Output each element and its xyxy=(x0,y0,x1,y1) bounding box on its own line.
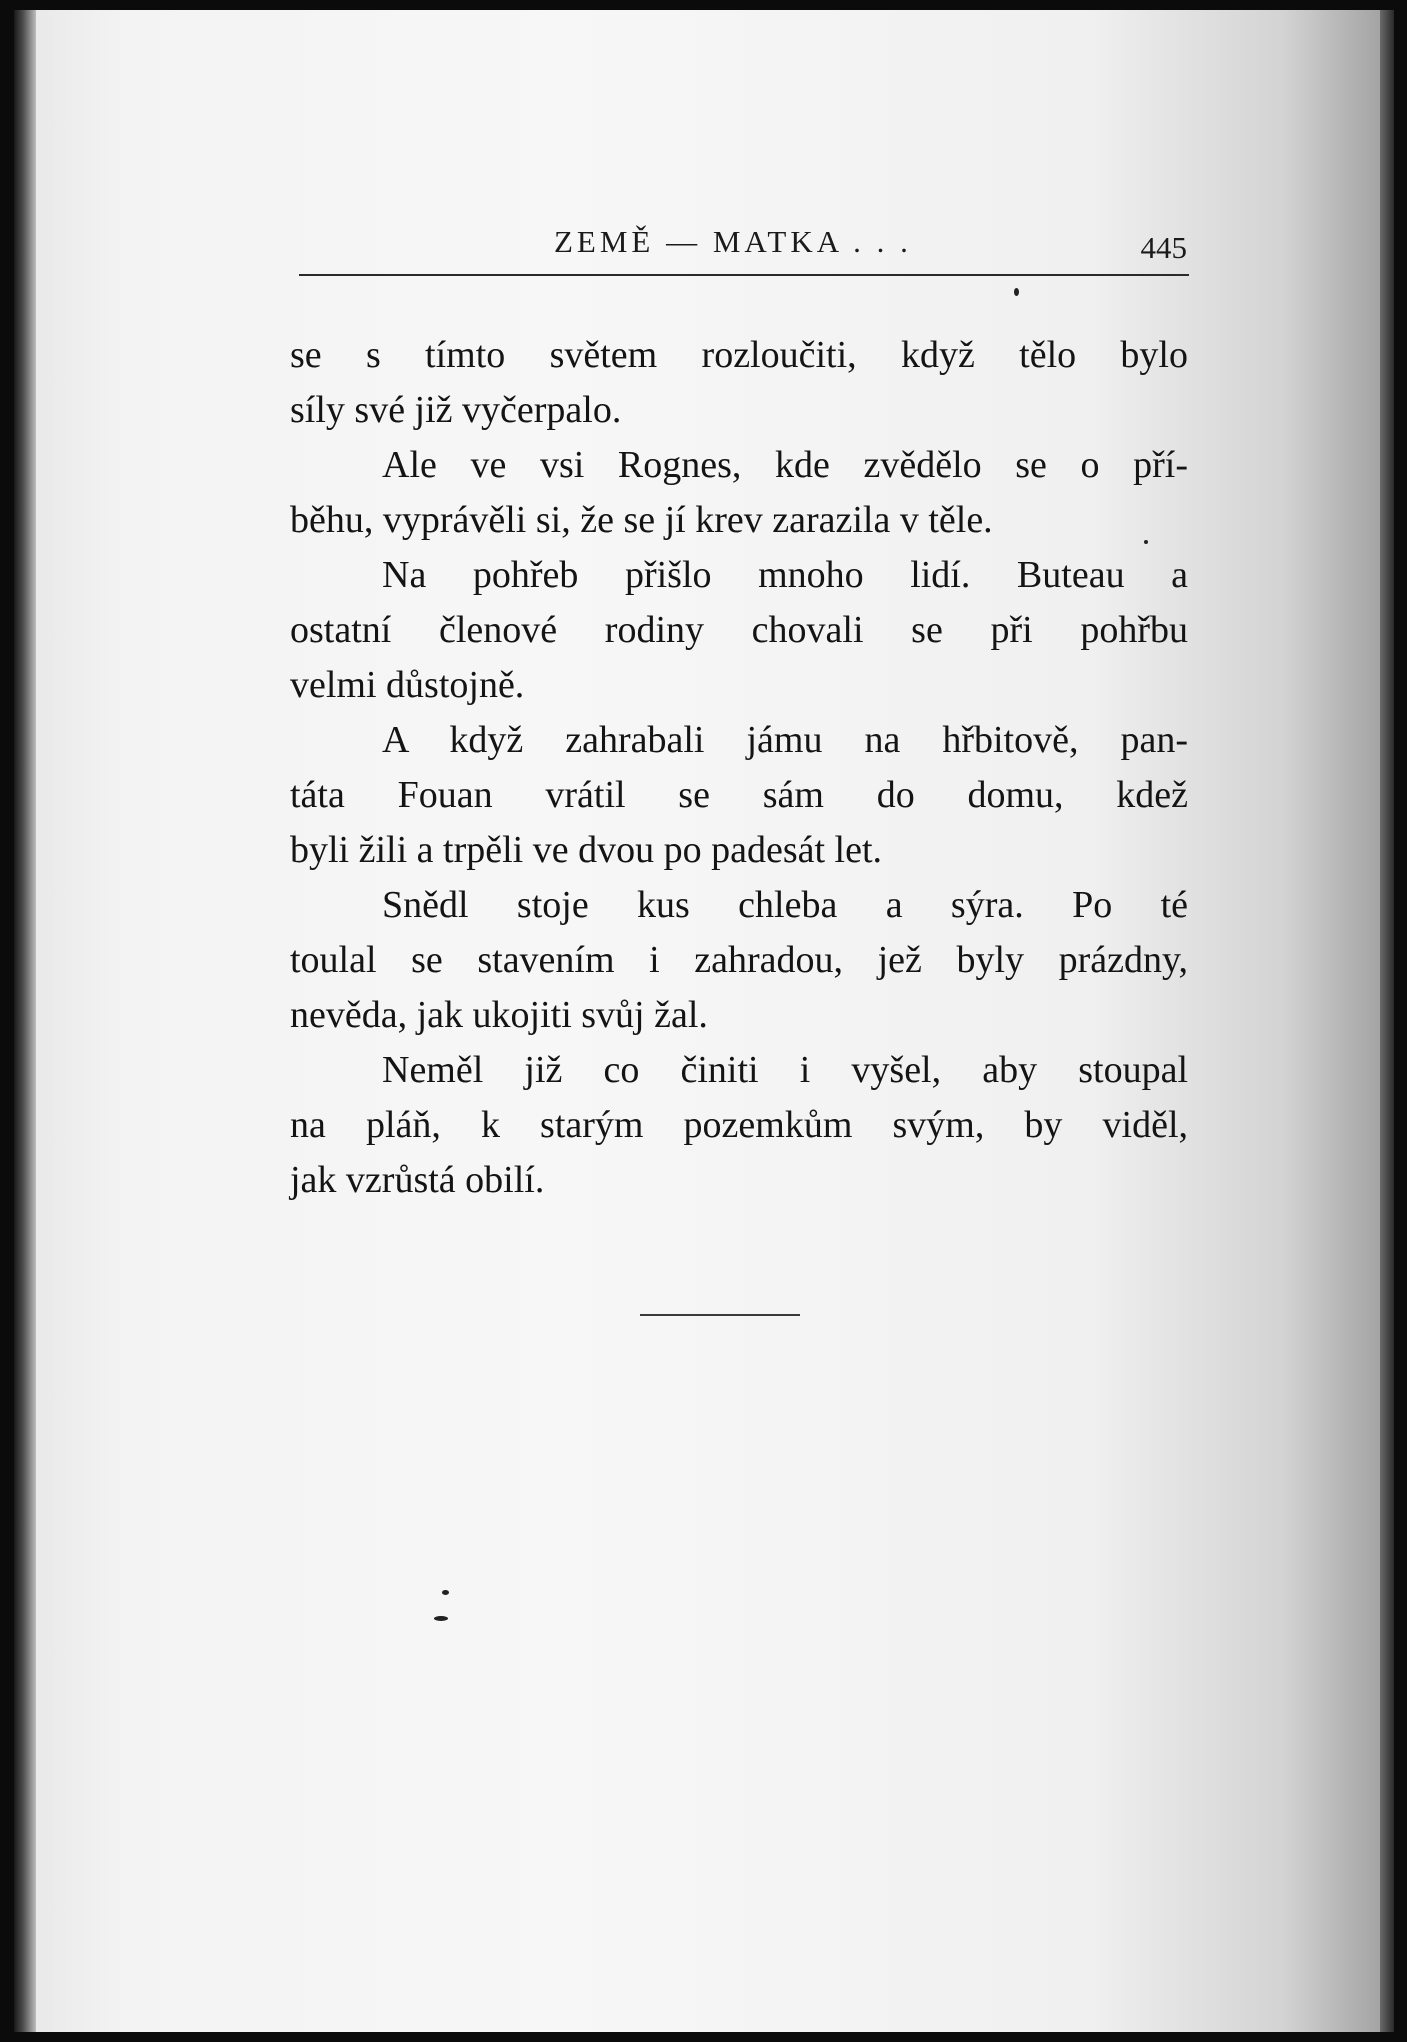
running-title: ZEMĚ — MATKA . . . xyxy=(554,224,912,259)
ink-speck xyxy=(442,1590,449,1595)
text-line: byli žili a trpěli ve dvou po padesát let. xyxy=(290,829,883,871)
page-number: 445 xyxy=(1140,230,1187,265)
text-line: toulal se stavením i zahradou, jež byly prázdny, xyxy=(290,939,1188,981)
chapter-end-rule xyxy=(640,1314,800,1316)
body-text xyxy=(290,328,1188,1208)
book-page xyxy=(14,10,1394,2032)
text-line: Na pohřeb přišlo mnoho lidí. Buteau a xyxy=(382,554,1188,596)
ink-speck xyxy=(1014,288,1019,296)
text-line: táta Fouan vrátil se sám do domu, kdež xyxy=(290,774,1188,816)
text-line: síly své již vyčerpalo. xyxy=(290,389,622,431)
text-line: ostatní členové rodiny chovali se při pohřbu xyxy=(290,609,1188,651)
ink-speck xyxy=(1144,540,1148,544)
ink-speck xyxy=(434,1616,448,1621)
text-line: na pláň, k starým pozemkům svým, by viděl, xyxy=(290,1104,1188,1146)
page-edge-shadow xyxy=(1380,10,1394,2032)
page-binding-shadow xyxy=(14,10,36,2032)
page-header xyxy=(299,222,1189,276)
text-line: nevěda, jak ukojiti svůj žal. xyxy=(290,994,708,1036)
text-line: Snědl stoje kus chleba a sýra. Po té xyxy=(382,884,1188,926)
text-line: běhu, vyprávěli si, že se jí krev zarazila v těle. xyxy=(290,499,993,541)
text-line: Ale ve vsi Rognes, kde zvědělo se o pří- xyxy=(382,444,1188,486)
text-line: A když zahrabali jámu na hřbitově, pan- xyxy=(382,719,1188,761)
text-line: se s tímto světem rozloučiti, když tělo bylo xyxy=(290,334,1188,376)
text-line: Neměl již co činiti i vyšel, aby stoupal xyxy=(382,1049,1188,1091)
text-line: velmi důstojně. xyxy=(290,664,525,706)
text-line: jak vzrůstá obilí. xyxy=(290,1159,545,1201)
